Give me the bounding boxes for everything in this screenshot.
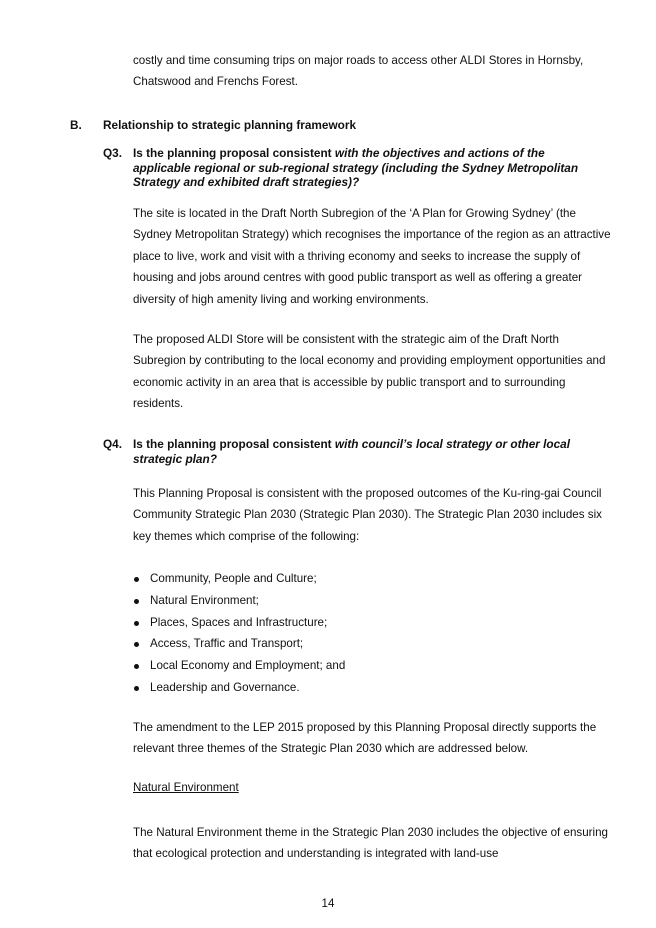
section-letter: B. [70,118,82,132]
bullet-icon [134,686,139,691]
q3-question-emphasis: with the objectives and actions of the applicable regional or sub-regional strategy (including the Sydney Metropolitan Strategy and exhibited draft strategies)? [133,146,579,189]
list-item [133,633,345,655]
list-item [133,677,345,699]
list-item-text: Leadership and Governance. [150,680,300,694]
q3-question [133,146,593,190]
natural-environment-paragraph: The Natural Environment theme in the Strategic Plan 2030 includes the objective of ensuring that ecological protection and understanding is integrated with land-use [133,826,608,861]
list-item-text: Natural Environment; [150,593,259,607]
bullet-icon [134,599,139,604]
list-item-text: Places, Spaces and Infrastructure; [150,615,328,629]
bullet-icon [134,664,139,669]
bullet-icon [134,621,139,626]
q3-paragraph-2: The proposed ALDI Store will be consistent with the strategic aim of the Draft North Subregion by contributing to the local economy and providing employment opportunities and economic activity in an area that is accessible by public transport and to surrounding residents. [133,333,606,411]
list-item-text: Community, People and Culture; [150,572,317,585]
q3-paragraph-1: The site is located in the Draft North Subregion of the ‘A Plan for Growing Sydney’ (the Sydney Metropolitan Strategy) which recognises the importance of the region as an attractive place to live, work and visit with a thriving economy and seeks to increase the supply of housing and jobs around centres with good public transport as well as offering a greater diversity of high amenity living and working environments. [133,207,611,306]
bullet-icon [134,577,139,582]
q3-question-lead: Is the planning proposal consistent [133,146,335,160]
q4-question-emphasis: with council’s local strategy or other local strategic plan? [133,437,571,466]
themes-list [133,568,345,699]
list-item-text: Access, Traffic and Transport; [150,637,304,651]
list-item [133,612,345,634]
list-item [133,568,345,590]
q4-number: Q4. [103,437,123,451]
q4-intro-paragraph: This Planning Proposal is consistent with the proposed outcomes of the Ku-ring-gai Council Community Strategic Plan 2030 (Strategic Plan 2030). The Strategic Plan 2030 includes six key themes which comprise of the following: [133,487,602,543]
page-number: 14 [321,897,335,910]
natural-environment-heading: Natural Environment [133,781,239,794]
section-title: Relationship to strategic planning framework [103,118,357,132]
list-item [133,590,345,612]
continuation-paragraph: costly and time consuming trips on major roads to access other ALDI Stores in Hornsby, Chatswood and Frenchs Forest. [133,54,584,89]
list-item-text: Local Economy and Employment; and [150,659,346,673]
q4-question [133,437,593,466]
q4-question-lead: Is the planning proposal consistent [133,437,335,451]
after-list-paragraph: The amendment to the LEP 2015 proposed by this Planning Proposal directly supports the relevant three themes of the Strategic Plan 2030 which are addressed below. [133,721,597,756]
list-item [133,655,345,677]
bullet-icon [134,642,139,647]
q3-number: Q3. [103,146,123,160]
